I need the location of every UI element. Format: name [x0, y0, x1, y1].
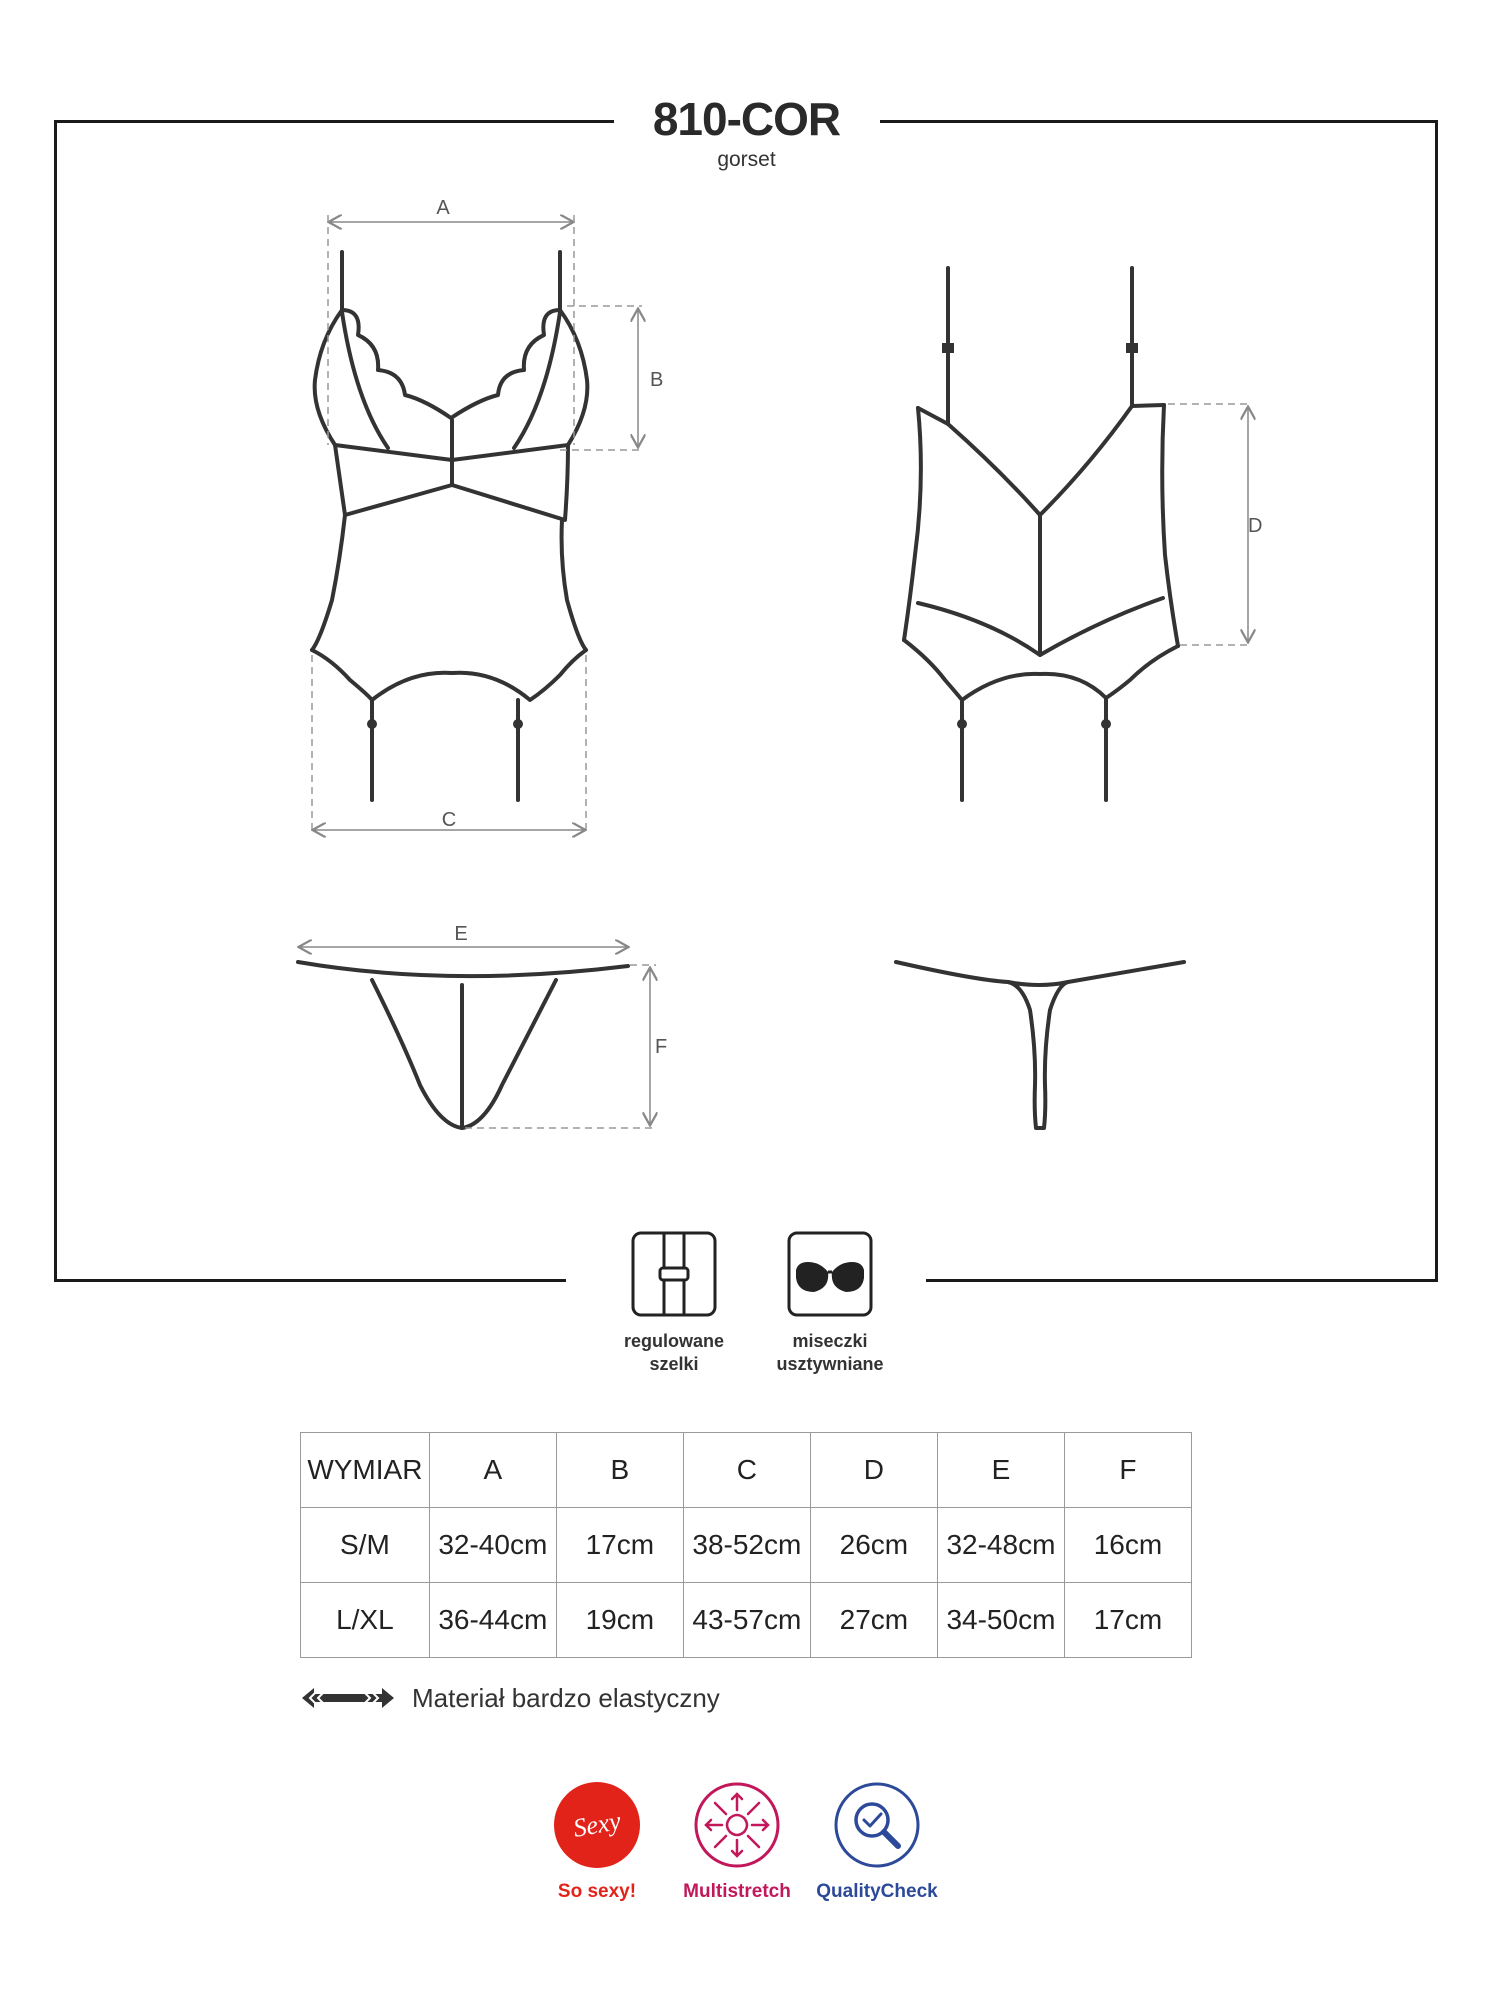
badge-label: Multistretch [683, 1881, 791, 1902]
table-cell: 17cm [556, 1508, 683, 1583]
table-header-cell: C [683, 1433, 810, 1508]
table-cell: L/XL [301, 1583, 430, 1658]
dim-label-d: D [1248, 515, 1263, 537]
table-cell: 27cm [810, 1583, 937, 1658]
table-header-cell: D [810, 1433, 937, 1508]
thong-back-drawing [896, 962, 1184, 1128]
badge-quality-check [792, 1780, 962, 1903]
table-header-cell: A [429, 1433, 556, 1508]
table-cell: 43-57cm [683, 1583, 810, 1658]
adjustable-straps-icon [630, 1230, 718, 1323]
table-row [301, 1583, 1192, 1658]
padded-cups-icon [786, 1230, 874, 1323]
dim-label-c: C [441, 809, 457, 831]
table-header-row [301, 1433, 1192, 1508]
table-cell: S/M [301, 1508, 430, 1583]
badge-label: So sexy! [557, 1881, 637, 1902]
dim-label-f: F [655, 1036, 668, 1058]
table-cell: 32-40cm [429, 1508, 556, 1583]
corset-front-drawing [312, 252, 587, 800]
table-cell: 26cm [810, 1508, 937, 1583]
sexy-badge-icon [552, 1780, 642, 1870]
table-header-cell: WYMIAR [301, 1433, 430, 1508]
product-type: gorset [717, 148, 776, 171]
dim-label-e: E [454, 923, 468, 945]
adjustable-straps-label: regulowane szelki [623, 1331, 725, 1374]
table-cell: 32-48cm [937, 1508, 1064, 1583]
padded-cups-label: miseczki usztywniane [776, 1331, 884, 1374]
thong-front-drawing [298, 962, 628, 1128]
quality-check-badge-icon [832, 1780, 922, 1870]
product-model: 810-COR [652, 93, 841, 145]
table-header-cell: F [1064, 1433, 1191, 1508]
table-cell: 17cm [1064, 1583, 1191, 1658]
multistretch-badge-icon [692, 1780, 782, 1870]
table-cell: 34-50cm [937, 1583, 1064, 1658]
stretch-arrows-icon [300, 1686, 396, 1710]
frame-bottom-right [926, 1279, 1438, 1282]
table-header-cell: B [556, 1433, 683, 1508]
frame-bottom-left [54, 1279, 566, 1282]
dim-label-a: A [436, 197, 450, 219]
sexy-badge-emblem: Sexy [570, 1806, 623, 1843]
dim-label-b: B [650, 369, 664, 391]
table-header-cell: E [937, 1433, 1064, 1508]
table-row [301, 1508, 1192, 1583]
table-cell: 36-44cm [429, 1583, 556, 1658]
size-table [300, 1432, 1192, 1658]
table-cell: 38-52cm [683, 1508, 810, 1583]
table-cell: 16cm [1064, 1508, 1191, 1583]
material-note-text: Materiał bardzo elastyczny [412, 1682, 720, 1713]
badge-label: QualityCheck [816, 1881, 938, 1902]
material-note [300, 1680, 720, 1716]
table-cell: 19cm [556, 1583, 683, 1658]
